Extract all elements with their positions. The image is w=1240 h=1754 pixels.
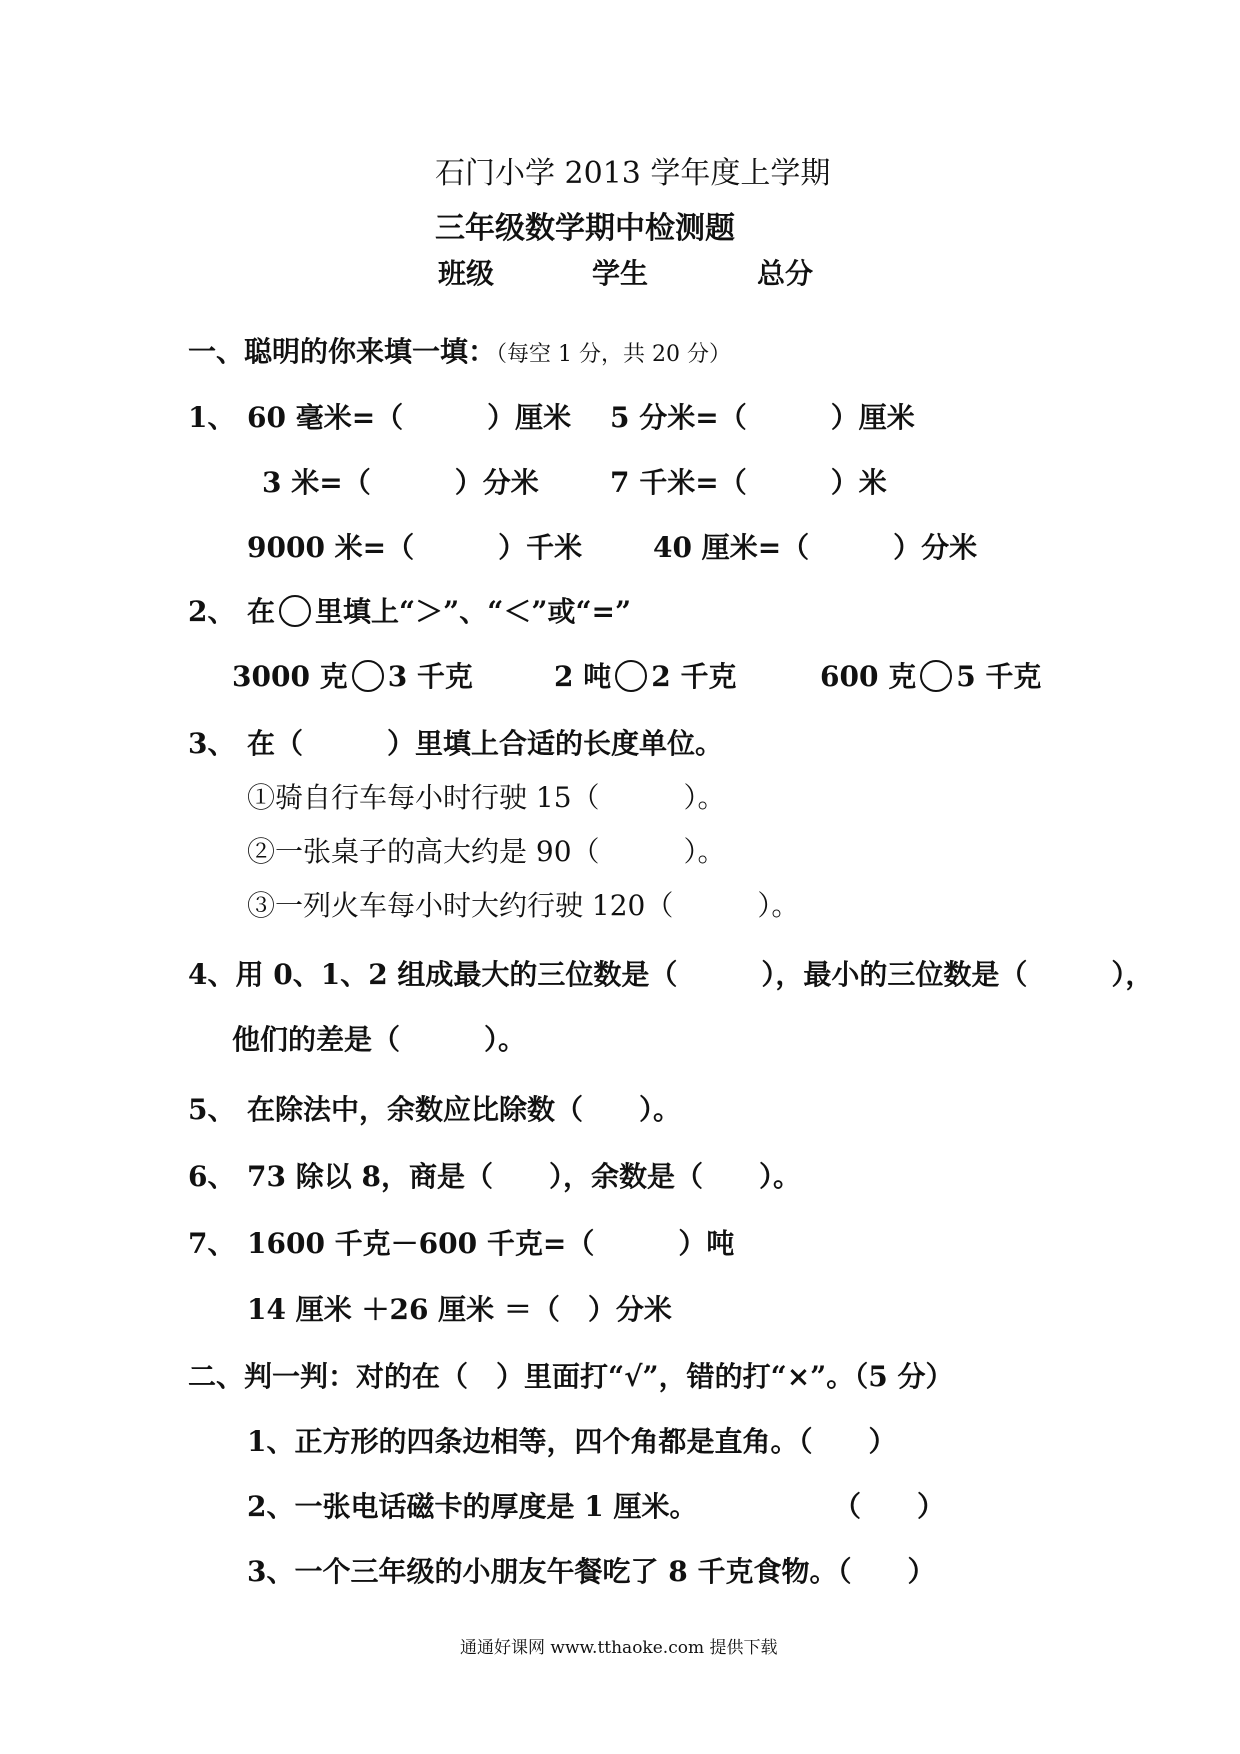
answer-circle-icon — [920, 660, 952, 692]
field-class: 班级 — [438, 257, 495, 290]
q2-c3-right: 5 千克 — [956, 660, 1042, 693]
q2-stem-pre: 在 — [247, 595, 276, 628]
q6-number: 6、 — [188, 1160, 236, 1193]
section1-title-text: 一、聪明的你来填一填： — [188, 335, 497, 368]
q1-item-e: 9000 米=（ ）千米 — [247, 531, 583, 564]
q2-compare-3 — [820, 655, 1041, 695]
q2-stem-post: 里填上“＞”、“＜”或“=” — [315, 595, 632, 628]
q4-line-1: 4、用 0、1、2 组成最大的三位数是（ ），最小的三位数是（ ）， — [188, 958, 1154, 991]
judge-item-1: 1、正方形的四条边相等，四个角都是直角。（ ） — [247, 1425, 897, 1458]
q6-text: 73 除以 8，商是（ ），余数是（ ）。 — [247, 1160, 801, 1193]
q3-sub-3: ③一列火车每小时大约行驶 120（ ）。 — [247, 889, 800, 922]
school-line: 石门小学 2013 学年度上学期 — [435, 156, 831, 191]
q2-c1-right: 3 千克 — [387, 660, 473, 693]
answer-circle-icon — [279, 595, 311, 627]
q3-sub-2: ②一张桌子的高大约是 90（ ）。 — [247, 835, 726, 868]
q2-c3-left: 600 克 — [820, 660, 917, 693]
q2-stem — [247, 590, 631, 630]
q5-number: 5、 — [188, 1093, 236, 1126]
q1-item-c: 3 米=（ ）分米 — [262, 466, 539, 499]
q3-number: 3、 — [188, 727, 236, 760]
judge-item-3: 3、一个三年级的小朋友午餐吃了 8 千克食物。（ ） — [247, 1555, 936, 1588]
answer-circle-icon — [352, 660, 384, 692]
q1-item-a: 60 毫米=（ ）厘米 — [247, 401, 572, 434]
field-total: 总分 — [757, 257, 814, 290]
q2-compare-2 — [554, 655, 736, 695]
q2-c2-left: 2 吨 — [554, 660, 612, 693]
q2-c2-right: 2 千克 — [651, 660, 737, 693]
footer-credit: 通通好课网 www.tthaoke.com 提供下载 — [460, 1638, 778, 1658]
exam-title: 三年级数学期中检测题 — [435, 211, 735, 246]
q1-item-d: 7 千米=（ ）米 — [610, 466, 887, 499]
q3-sub-1: ①骑自行车每小时行驶 15（ ）。 — [247, 781, 726, 814]
judge-item-2-paren: （ ） — [833, 1490, 946, 1523]
q1-item-f: 40 厘米=（ ）分米 — [653, 531, 978, 564]
section1-note: （每空 1 分，共 20 分） — [496, 342, 731, 367]
q2-compare-1 — [232, 655, 473, 695]
q7-item-b: 14 厘米 ＋26 厘米 ＝（ ）分米 — [247, 1293, 672, 1326]
q2-number: 2、 — [188, 595, 236, 628]
section2-title: 二、判一判：对的在（ ）里面打“√”，错的打“×”。（5 分） — [188, 1360, 954, 1393]
q2-c1-left: 3000 克 — [232, 660, 348, 693]
q5-text: 在除法中，余数应比除数（ ）。 — [247, 1093, 682, 1126]
field-student: 学生 — [592, 257, 649, 290]
q7-item-a: 1600 千克－600 千克=（ ）吨 — [247, 1227, 735, 1260]
judge-item-2: 2、一张电话磁卡的厚度是 1 厘米。 — [247, 1490, 698, 1523]
section1-title — [188, 330, 731, 370]
q7-number: 7、 — [188, 1227, 236, 1260]
q4-line-2: 他们的差是（ ）。 — [232, 1023, 527, 1056]
q1-item-b: 5 分米=（ ）厘米 — [610, 401, 915, 434]
q1-number: 1、 — [188, 401, 236, 434]
answer-circle-icon — [615, 660, 647, 692]
q3-stem: 在（ ）里填上合适的长度单位。 — [247, 727, 724, 760]
